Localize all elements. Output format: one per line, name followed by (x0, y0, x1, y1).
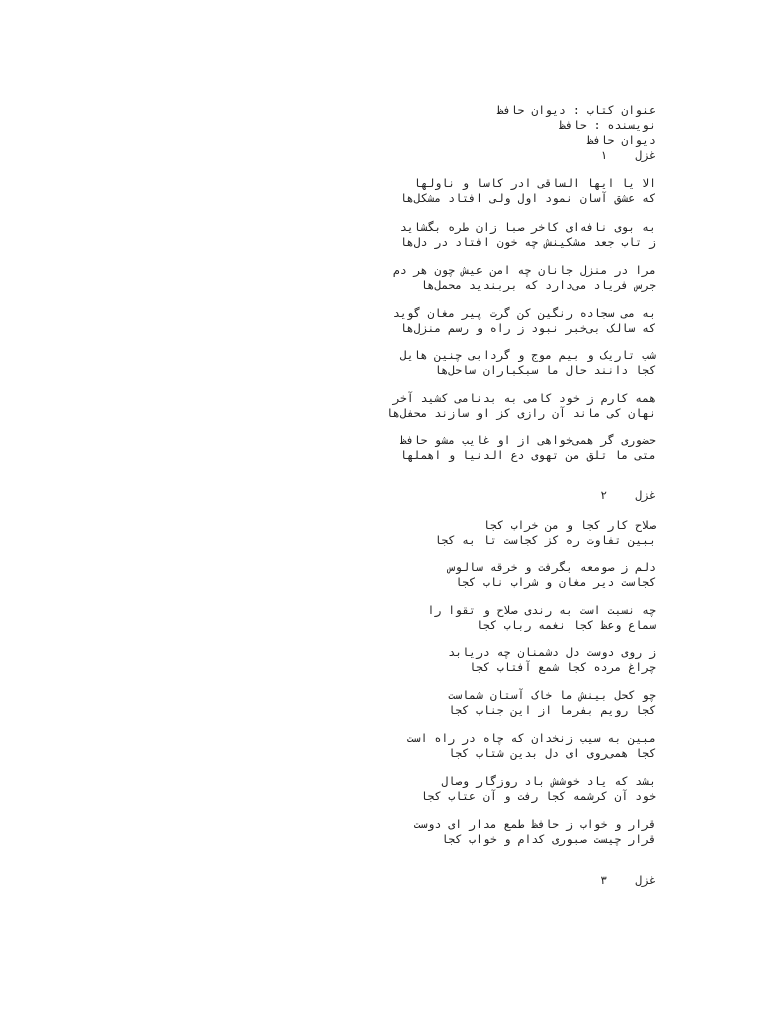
verse-line: مبین به سیب زنخدان که چاه در راه است (406, 731, 656, 745)
couplet (386, 391, 656, 421)
book-title: عنوان کتاب : دیوان حافظ (496, 103, 656, 117)
verse-line: متی ما تلق من تهوی دع الدنیا و اهملها (399, 448, 656, 462)
ghazal-number: ۳ (600, 873, 608, 887)
verse-line: ببین تفاوت ره کز کجاست تا به کجا (434, 533, 656, 547)
verse-line: حضوری گر همی‌خواهی از او غایب مشو حافظ (399, 433, 656, 447)
verse-line: به می سجاده رنگین کن گرت پیر مغان گوید (392, 306, 656, 320)
ghazal-number: ۱ (600, 148, 608, 162)
verse-line: چه نسبت است به رندی صلاح و تقوا را (427, 603, 656, 617)
couplet (393, 263, 656, 293)
ghazal-label: غزل (635, 873, 656, 887)
verse-line: شب تاریک و بیم موج و گردابی چنین هایل (399, 348, 656, 362)
couplet (421, 774, 656, 804)
ghazal-heading-2 (600, 488, 656, 503)
verse-line: ز تاب جعد مشکینش چه خون افتاد در دل‌ها (399, 235, 656, 249)
couplet (400, 348, 656, 378)
couplet (448, 688, 656, 718)
verse-line: به بوی نافه‌ای کاخر صبا زان طره بگشاید (399, 220, 656, 234)
verse-line: نهان کی ماند آن رازی کز او سازند محفل‌ها (385, 406, 656, 420)
verse-line: کجا همی‌روی ای دل بدین شتاب کجا (448, 746, 656, 760)
verse-line: قرار چیست صبوری کدام و خواب کجا (441, 832, 656, 846)
verse-line: دلم ز صومعه بگرفت و خرقه سالوس (448, 560, 656, 574)
verse-line: که عشق آسان نمود اول ولی افتاد مشکل‌ها (399, 191, 656, 205)
couplet (414, 817, 656, 847)
couplet (400, 176, 656, 206)
ghazal-label: غزل (635, 488, 656, 502)
ghazal-heading-1 (600, 148, 656, 163)
couplet (407, 731, 656, 761)
book-divan: دیوان حافظ (586, 133, 656, 147)
couplet (448, 645, 656, 675)
verse-line: ز روی دوست دل دشمنان چه دریابد (448, 645, 656, 659)
verse-line: سماع وعظ کجا نغمه رباب کجا (475, 618, 656, 632)
ghazal-label: غزل (635, 148, 656, 162)
verse-line: چو کحل بینش ما خاک آستان شماست (448, 688, 656, 702)
couplet (434, 518, 656, 548)
verse-line: کجا دانند حال ما سبکباران ساحل‌ها (434, 363, 656, 377)
verse-line: مرا در منزل جانان چه امن عیش چون هر دم (392, 263, 656, 277)
verse-line: صلاح کار کجا و من خراب کجا (482, 518, 656, 532)
verse-line: چراغ مرده کجا شمع آفتاب کجا (469, 660, 656, 674)
verse-line: همه کارم ز خود کامی به بدنامی کشید آخر (392, 391, 656, 405)
couplet (393, 306, 656, 336)
couplet (448, 560, 656, 590)
verse-line: بشد که یاد خوشش باد روزگار وصال (441, 774, 656, 788)
book-header (497, 103, 656, 148)
verse-line: قرار و خواب ز حافظ طمع مدار ای دوست (413, 817, 656, 831)
couplet (428, 603, 656, 633)
verse-line: الا یا ایها الساقی ادر کاسا و ناولها (413, 176, 656, 190)
ghazal-number: ۲ (600, 488, 608, 502)
verse-line: کجا رویم بفرما از این جناب کجا (448, 703, 656, 717)
verse-line: کجاست دیر مغان و شراب ناب کجا (455, 575, 656, 589)
verse-line: که سالک بی‌خبر نبود ز راه و رسم منزل‌ها (399, 321, 656, 335)
couplet (400, 220, 656, 250)
couplet (400, 433, 656, 463)
verse-line: جرس فریاد می‌دارد که بربندید محمل‌ها (420, 278, 656, 292)
verse-line: خود آن کرشمه کجا رفت و آن عتاب کجا (420, 789, 656, 803)
ghazal-heading-3 (600, 873, 656, 888)
book-author: نویسنده : حافظ (559, 118, 656, 132)
